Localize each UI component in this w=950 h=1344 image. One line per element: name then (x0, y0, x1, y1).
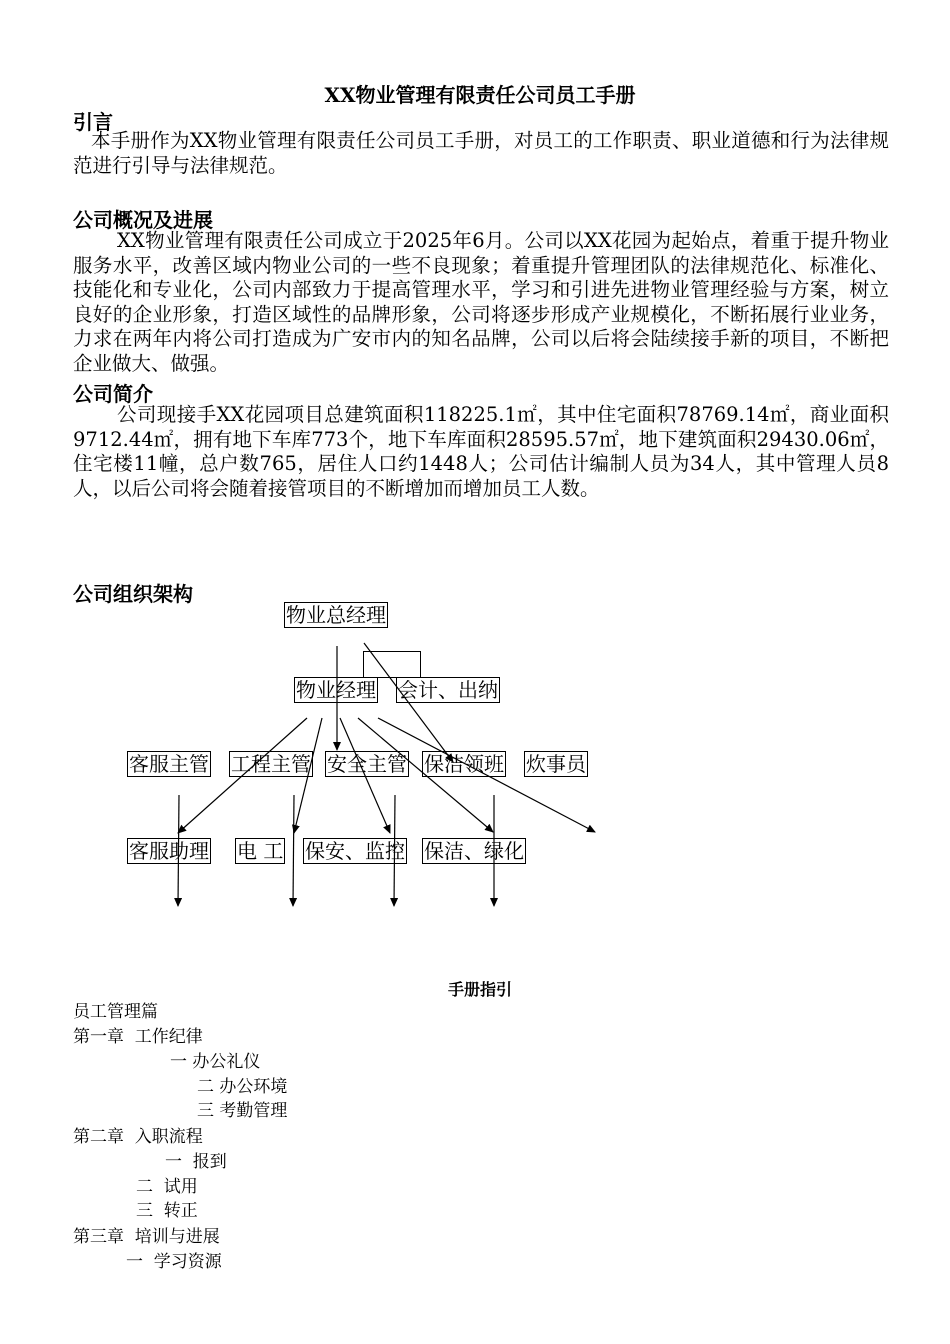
org-box-service-assistant: 客服助理 (129, 839, 209, 863)
intro-heading: 引言 (73, 110, 113, 134)
profile-paragraph: 公司现接手XX花园项目总建筑面积118225.1㎡，其中住宅面积78769.14㎡，商业面积9712.44㎡，拥有地下车库773个，地下车库面积28595.57㎡，地下建筑面积29430.06㎡，住宅楼11幢，总户数765，居住人口约1448人；公司估计编制人员为34人，其中管理人员8人，以后公司将会随着接管项目的不断增加而增加员工人数。 (73, 403, 889, 500)
overview-heading: 公司概况及进展 (73, 208, 213, 232)
toc-chapter: 第一章 工作纪律 (73, 1027, 203, 1047)
org-heading: 公司组织架构 (73, 582, 193, 606)
org-box-general-manager: 物业总经理 (286, 603, 386, 627)
arrow-line (378, 718, 595, 832)
arrow-line (294, 718, 322, 833)
arrow-line (364, 643, 453, 762)
profile-heading: 公司简介 (73, 382, 153, 406)
toc-chapter: 第二章 入职流程 (73, 1127, 203, 1147)
arrow-line (293, 795, 294, 906)
org-box-electrician: 电 工 (237, 839, 284, 863)
org-box-supervisor-service: 客服主管 (129, 752, 209, 776)
arrow-line (340, 718, 390, 833)
arrow-line (178, 795, 179, 906)
overview-paragraph: XX物业管理有限责任公司成立于2025年6月。公司以XX花园为起始点，着重于提升物业服务水平，改善区域内物业公司的一些不良现象；着重提升管理团队的法律规范化、标准化、技能化和专业化，公司内部致力于提高管理水平，学习和引进先进物业管理经验与方案，树立良好的企业形象，打造区域性的品牌形象，公司将逐步形成产业规模化，不断拓展行业业务，力求在两年内将公司打造成为广安市内的知名品牌，公司以后将会陆续接手新的项目，不断把企业做大、做强。 (73, 229, 889, 375)
org-box-accounting: 会计、出纳 (398, 678, 498, 702)
arrow-line (358, 718, 493, 832)
toc-item: 一 办公礼仪 (170, 1052, 261, 1072)
toc-item: 三 考勤管理 (197, 1101, 288, 1121)
org-box-cleaning-lead: 保洁领班 (424, 752, 504, 776)
arrow-line (394, 795, 395, 906)
org-box-cook: 炊事员 (526, 752, 586, 776)
intro-paragraph: 本手册作为XX物业管理有限责任公司员工手册，对员工的工作职责、职业道德和行为法律规范进行引导与法律规范。 (73, 129, 889, 177)
toc-item: 三 转正 (136, 1201, 198, 1221)
guide-part: 员工管理篇 (73, 1002, 158, 1022)
org-box-manager: 物业经理 (296, 678, 376, 702)
document-title: XX物业管理有限责任公司员工手册 (324, 83, 636, 107)
org-box-cleaning-greening: 保洁、绿化 (424, 839, 524, 863)
toc-item: 二 办公环境 (197, 1077, 288, 1097)
toc-item: 二 试用 (136, 1177, 198, 1197)
org-box-supervisor-security: 安全主管 (327, 752, 407, 776)
toc-item: 一 报到 (165, 1152, 227, 1172)
toc-chapter: 第三章 培训与进展 (73, 1227, 220, 1247)
guide-heading: 手册指引 (447, 980, 512, 999)
toc-item: 一 学习资源 (126, 1252, 222, 1272)
org-box-security-monitoring: 保安、监控 (305, 839, 405, 863)
org-box-supervisor-engineering: 工程主管 (231, 752, 311, 776)
arrow-line (178, 718, 307, 833)
